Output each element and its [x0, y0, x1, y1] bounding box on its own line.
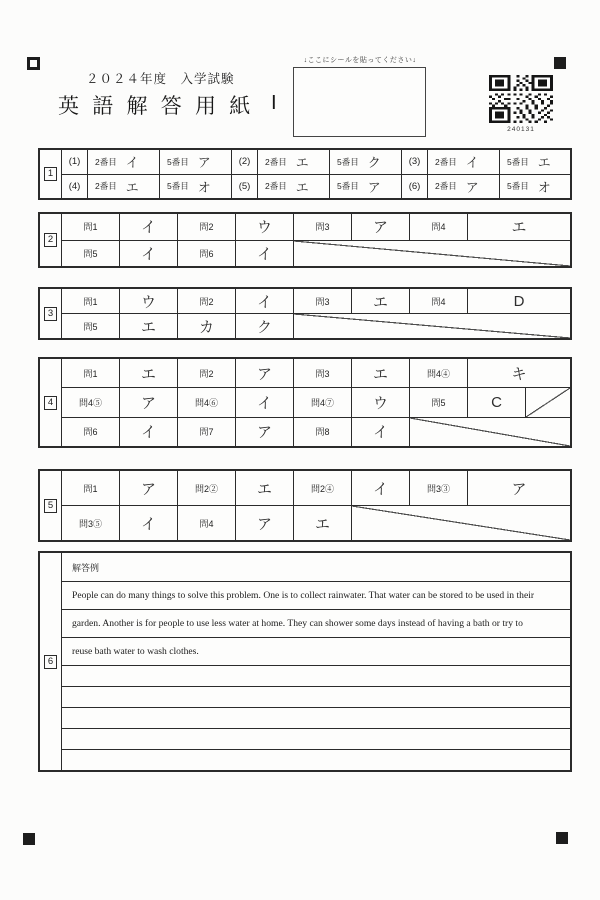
crossed-out-cell — [410, 418, 570, 446]
question-label: 問8 — [294, 418, 352, 446]
item-number: (6) — [402, 175, 428, 199]
question-label: 問3 — [294, 359, 352, 387]
answer-value: ア — [197, 155, 211, 171]
answer-value: エ — [120, 359, 178, 387]
question-label: 問7 — [178, 418, 236, 446]
section-3-grid — [62, 289, 570, 338]
answer-value: オ — [537, 179, 551, 195]
section-1-number: 1 — [44, 167, 57, 181]
answer-value: イ — [352, 471, 410, 505]
question-label: 問5 — [62, 314, 120, 338]
section-4-number: 4 — [44, 396, 57, 410]
section-5-id-column — [40, 471, 62, 540]
answer-value: ア — [236, 418, 294, 446]
answer-row — [62, 214, 570, 240]
position-label: 2番目 — [265, 156, 287, 167]
seal-box — [293, 67, 426, 137]
answer-value: エ — [236, 471, 294, 505]
position-label: 2番目 — [265, 181, 287, 192]
section-2-number: 2 — [44, 233, 57, 247]
answer-row — [62, 150, 570, 174]
essay-line-empty — [62, 686, 570, 707]
crossed-out-cell — [526, 388, 570, 416]
answer-value: ア — [120, 471, 178, 505]
answer-value: イ — [120, 418, 178, 446]
question-label: 問1 — [62, 471, 120, 505]
answer-row — [62, 471, 570, 505]
answer-value: エ — [511, 219, 527, 237]
section-3-id-column — [40, 289, 62, 338]
question-label: 問1 — [62, 214, 120, 240]
question-label: 問2② — [178, 471, 236, 505]
answer-value: エ — [295, 179, 309, 195]
question-label: 問6 — [62, 418, 120, 446]
section-6-number: 6 — [44, 655, 57, 669]
question-label: 問3 — [294, 214, 352, 240]
question-label: 問2 — [178, 214, 236, 240]
answer-value: エ — [120, 314, 178, 338]
answer-row — [62, 313, 570, 338]
answer-row — [62, 417, 570, 446]
question-label: 問3 — [294, 289, 352, 313]
answer-row — [62, 289, 570, 313]
answer-cell — [160, 150, 232, 174]
section-1-table — [38, 148, 572, 200]
answer-value: エ — [295, 155, 309, 171]
question-label: 問4 — [410, 289, 468, 313]
question-label: 問3③ — [410, 471, 468, 505]
answer-value: イ — [125, 155, 139, 171]
sheet-number: Ⅰ — [271, 93, 277, 114]
answer-row — [62, 387, 570, 416]
position-label: 2番目 — [95, 156, 117, 167]
item-number: (3) — [402, 150, 428, 174]
qr-code-number: 240131 — [507, 126, 535, 133]
answer-row — [62, 359, 570, 387]
answer-cell — [500, 150, 570, 174]
section-2-table — [38, 212, 572, 268]
item-number: (2) — [232, 150, 258, 174]
crossed-out-cell — [294, 241, 570, 267]
answer-cell — [428, 150, 500, 174]
answer-cell — [330, 150, 402, 174]
question-label: 問4⑦ — [294, 388, 352, 416]
question-label: 問2 — [178, 359, 236, 387]
answer-value: ウ — [352, 388, 410, 416]
section-3-table — [38, 287, 572, 340]
answer-value: イ — [236, 388, 294, 416]
section-5-number: 5 — [44, 499, 57, 513]
answer-cell — [160, 175, 232, 199]
answer-cell — [258, 150, 330, 174]
question-label: 問4 — [410, 214, 468, 240]
answer-row — [62, 240, 570, 267]
seal-instruction: ↓ここにシールを貼ってください↓ — [303, 57, 417, 64]
essay-line-2: garden. Another is for people to use less water at home. They can shower some days instead of having a bath or try to — [62, 609, 570, 637]
question-label: 問3⑤ — [62, 506, 120, 540]
answer-value: ア — [367, 179, 381, 195]
answer-cell — [428, 175, 500, 199]
item-number: (4) — [62, 175, 88, 199]
answer-value: エ — [294, 506, 352, 540]
answer-value: エ — [125, 179, 139, 195]
answer-value: エ — [537, 155, 551, 171]
answer-value: キ — [511, 365, 527, 383]
answer-value: ア — [236, 359, 294, 387]
position-label: 5番目 — [167, 181, 189, 192]
answer-cell — [330, 175, 402, 199]
answer-value: イ — [120, 214, 178, 240]
essay-line-empty — [62, 728, 570, 749]
registration-mark-bottom-left — [23, 833, 35, 845]
position-label: 2番目 — [95, 181, 117, 192]
question-label: 問2 — [178, 289, 236, 313]
question-label: 問1 — [62, 289, 120, 313]
section-5-table — [38, 469, 572, 542]
essay-line-3: reuse bath water to wash clothes. — [62, 637, 570, 665]
sheet-title: 英 語 解 答 用 紙 — [58, 94, 255, 118]
answer-row — [62, 174, 570, 199]
answer-value: イ — [120, 506, 178, 540]
position-label: 2番目 — [435, 156, 457, 167]
answer-value: イ — [236, 241, 294, 267]
position-label: 5番目 — [337, 181, 359, 192]
answer-value: C — [468, 388, 526, 416]
section-4-id-column — [40, 359, 62, 446]
answer-value: イ — [352, 418, 410, 446]
section-3-number: 3 — [44, 307, 57, 321]
answer-value: ア — [236, 506, 294, 540]
question-label: 問6 — [178, 241, 236, 267]
position-label: 2番目 — [435, 181, 457, 192]
position-label: 5番目 — [167, 156, 189, 167]
item-number: (5) — [232, 175, 258, 199]
answer-cell — [88, 175, 160, 199]
question-label: 問2④ — [294, 471, 352, 505]
answer-cell — [88, 150, 160, 174]
answer-value: ウ — [120, 289, 178, 313]
answer-value: イ — [465, 155, 479, 171]
item-number: (1) — [62, 150, 88, 174]
answer-value: オ — [197, 179, 211, 195]
section-6-essay-area — [62, 553, 570, 770]
section-4-table — [38, 357, 572, 448]
crossed-out-cell — [352, 506, 570, 540]
answer-value: カ — [178, 314, 236, 338]
answer-row — [62, 505, 570, 540]
section-6-id-column — [40, 553, 62, 770]
registration-mark-top-right — [554, 57, 566, 69]
section-2-grid — [62, 214, 570, 266]
answer-value: エ — [352, 359, 410, 387]
answer-cell — [500, 175, 570, 199]
section-1-grid — [62, 150, 570, 198]
essay-line-empty — [62, 665, 570, 686]
answer-value: ウ — [236, 214, 294, 240]
question-label: 問5 — [410, 388, 468, 416]
position-label: 5番目 — [507, 181, 529, 192]
answer-value: ク — [367, 155, 381, 171]
answer-value: ア — [352, 214, 410, 240]
section-6-table — [38, 551, 572, 772]
essay-line-empty — [62, 707, 570, 728]
exam-year-heading: ２０２４年度 入学試験 — [86, 72, 235, 86]
question-label: 問4 — [178, 506, 236, 540]
registration-mark-bottom-right — [556, 832, 568, 844]
qr-code-icon — [489, 75, 553, 123]
position-label: 5番目 — [507, 156, 529, 167]
section-5-grid — [62, 471, 570, 540]
registration-mark-top-left — [27, 57, 40, 70]
section-2-id-column — [40, 214, 62, 266]
answer-value: ア — [120, 388, 178, 416]
section-4-grid — [62, 359, 570, 446]
question-label: 問4④ — [410, 359, 468, 387]
crossed-out-cell — [294, 314, 570, 338]
answer-value: ク — [236, 314, 294, 338]
answer-value: D — [513, 292, 525, 310]
qr-code — [489, 75, 553, 133]
sample-answer-label: 解答例 — [72, 562, 100, 573]
section-1-id-column — [40, 150, 62, 198]
answer-cell — [258, 175, 330, 199]
answer-value: ア — [465, 179, 479, 195]
question-label: 問1 — [62, 359, 120, 387]
essay-line-1: People can do many things to solve this problem. One is to collect rainwater. That water can be stored to be used in their — [62, 581, 570, 609]
answer-value: エ — [352, 289, 410, 313]
answer-value: イ — [236, 289, 294, 313]
essay-line-empty — [62, 749, 570, 770]
position-label: 5番目 — [337, 156, 359, 167]
question-label: 問4⑤ — [62, 388, 120, 416]
question-label: 問4⑥ — [178, 388, 236, 416]
answer-value: イ — [120, 241, 178, 267]
answer-value: ア — [511, 480, 527, 498]
question-label: 問5 — [62, 241, 120, 267]
